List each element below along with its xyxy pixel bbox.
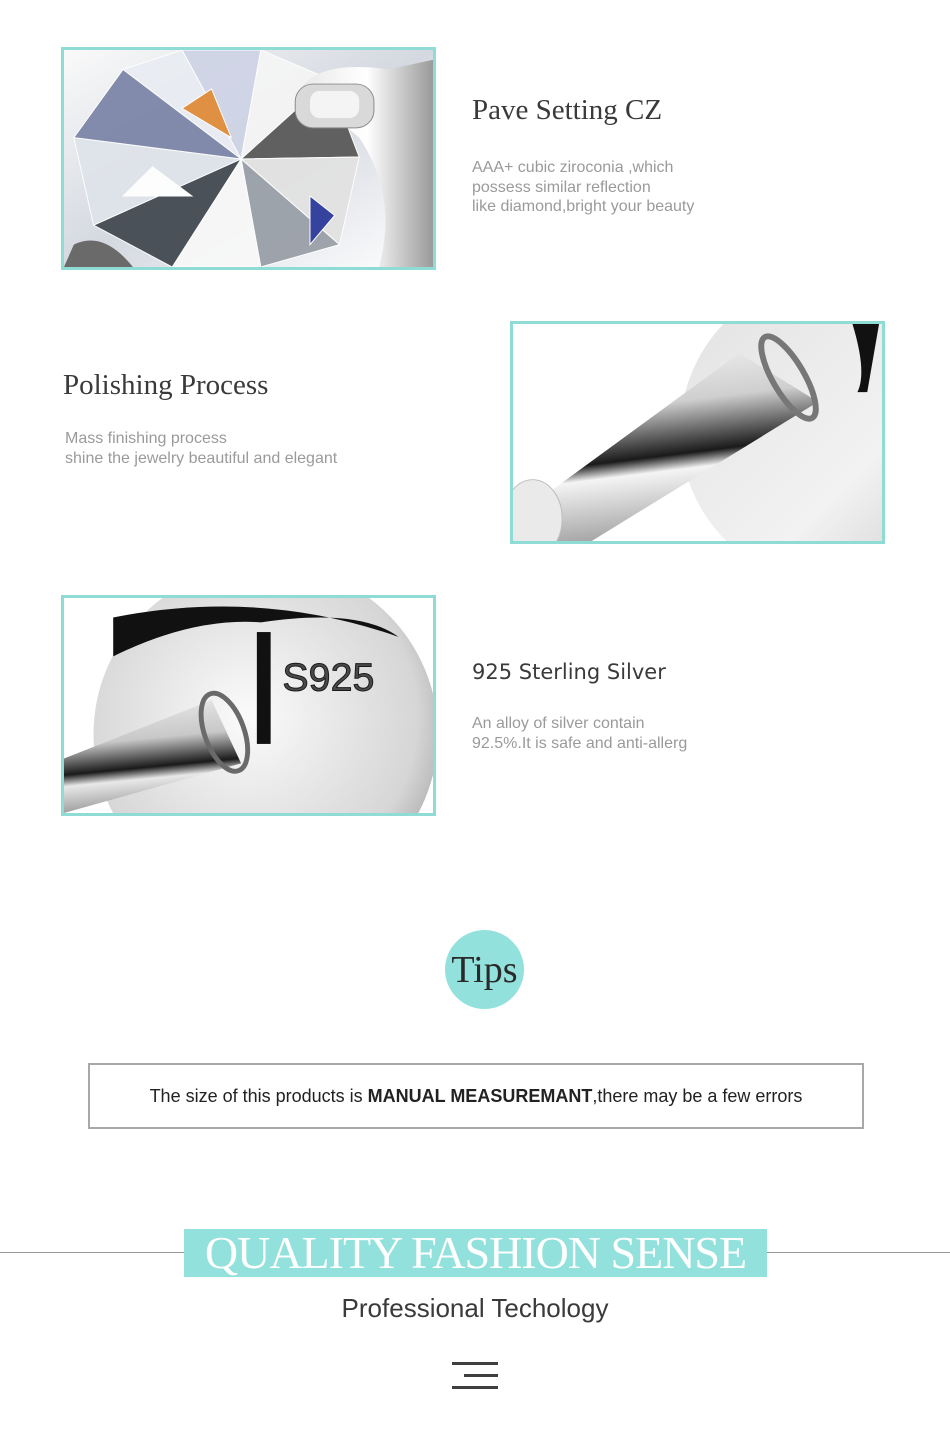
feature-title-sterling-silver: 925 Sterling Silver xyxy=(472,660,666,684)
menu-icon[interactable] xyxy=(452,1362,498,1390)
s925-stamp-image xyxy=(61,595,436,816)
quality-banner xyxy=(184,1229,767,1277)
quality-banner-text: QUALITY FASHION SENSE xyxy=(204,1229,747,1277)
desc-line: shine the jewelry beautiful and elegant xyxy=(65,449,338,467)
cz-diamond-image xyxy=(61,47,436,270)
notice-text-bold: MANUAL MEASUREMANT xyxy=(367,1085,593,1106)
feature-title-polishing: Polishing Process xyxy=(63,369,269,401)
tips-badge-label: Tips xyxy=(451,948,518,991)
desc-line: AAA+ cubic ziroconia ,which xyxy=(472,159,674,176)
desc-line: like diamond,bright your beauty xyxy=(472,198,695,215)
feature-desc-sterling-silver xyxy=(472,714,687,753)
feature-desc-polishing xyxy=(65,429,337,468)
feature-desc-pave-setting xyxy=(472,158,694,217)
tips-badge xyxy=(445,930,524,1009)
s925-stamp-text: S925 xyxy=(282,656,375,700)
desc-line: An alloy of silver contain xyxy=(472,715,645,732)
measurement-notice xyxy=(88,1063,864,1129)
notice-text-prefix: The size of this products is xyxy=(149,1085,368,1106)
divider-left xyxy=(0,1252,184,1253)
notice-text-suffix: ,there may be a few errors xyxy=(592,1085,803,1106)
divider-right xyxy=(767,1252,950,1253)
desc-line: possess similar reflection xyxy=(472,178,651,196)
section-subtitle: Professional Techology xyxy=(341,1293,609,1323)
desc-line: Mass finishing process xyxy=(65,430,227,447)
desc-line: 92.5%.It is safe and anti-allerg xyxy=(472,734,688,752)
polished-post-image xyxy=(510,321,885,544)
feature-title-pave-setting: Pave Setting CZ xyxy=(472,94,663,126)
